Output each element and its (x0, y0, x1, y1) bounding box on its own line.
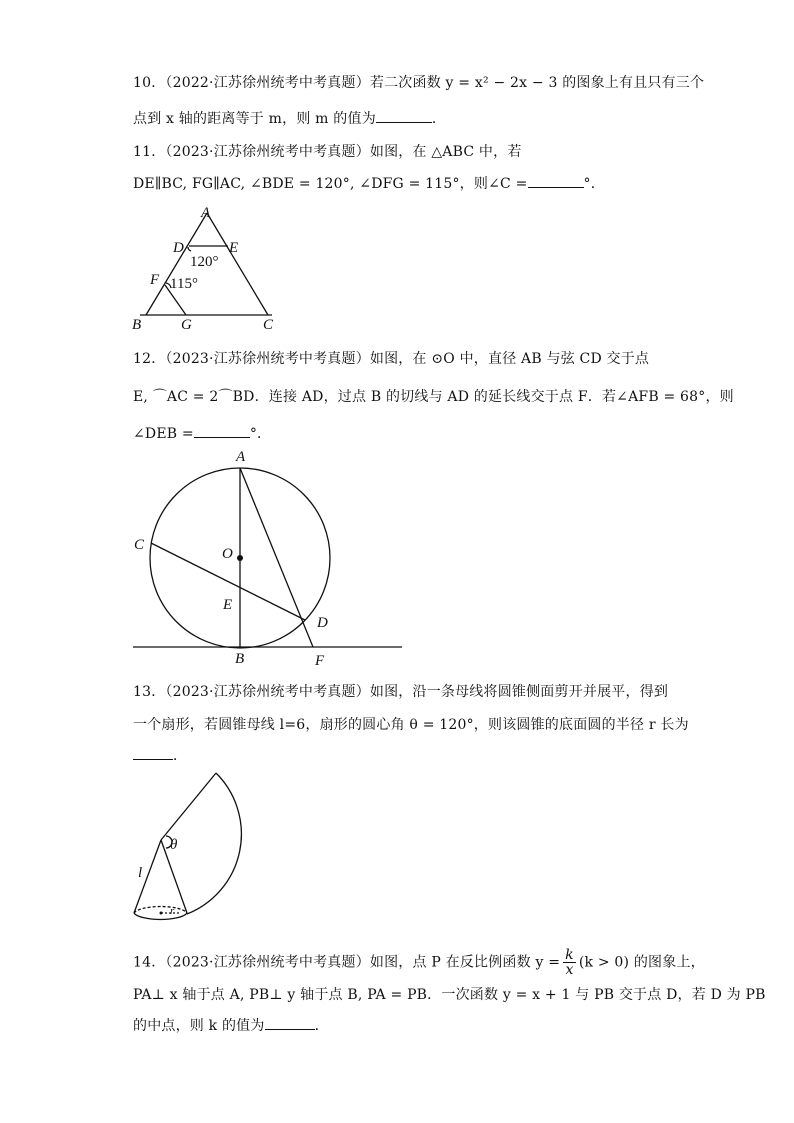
q14-line3-text: 的中点，则 k 的值为 (133, 1018, 265, 1034)
q12-label-f: F (315, 653, 325, 669)
q14-line3 (133, 1015, 329, 1035)
q13-label-theta: θ (170, 837, 178, 853)
q12-label-o: O (222, 546, 233, 562)
q14-line1-text-b: (k > 0) 的图象上， (578, 954, 705, 971)
q10-line2-text: 点到 x 轴的距离等于 m，则 m 的值为 (133, 111, 376, 127)
q13-end: ． (173, 748, 188, 764)
q13-label-r: r (170, 905, 175, 917)
q11-label-c: C (263, 317, 274, 333)
q11-angle-115: 115° (170, 276, 198, 292)
q12-label-e: E (223, 597, 233, 613)
q11-angle-120: 120° (190, 254, 219, 270)
q14-line1-text-a: 14．（2023·江苏徐州统考中考真题）如图，点 P 在反比例函数 y = (133, 954, 561, 971)
q12-end: °． (249, 426, 272, 442)
q12-label-a: A (236, 449, 246, 465)
q11-label-f: F (150, 272, 160, 288)
q13-sector-radius-1 (161, 773, 216, 840)
q14-fraction-num: k (565, 947, 574, 963)
q11-label-b: B (132, 317, 142, 333)
q11-label-a: A (201, 205, 211, 221)
q11-label-g: G (181, 317, 192, 333)
q13-line1: 13．（2023·江苏徐州统考中考真题）如图，沿一条母线将圆锥侧面剪开并展平，得到 (133, 684, 669, 700)
q12-label-d: D (317, 615, 328, 631)
q14-end: ． (314, 1018, 329, 1034)
q13-label-l: l (138, 865, 143, 881)
q12-line2: E, ⌒AC = 2⌒BD．连接 AD，过点 B 的切线与 AD 的延长线交于点 F．若∠AFB = 68°，则 (133, 389, 734, 405)
q14-answer-blank (265, 1015, 315, 1030)
q10-line1: 10．（2022·江苏徐州统考中考真题）若二次函数 y = x² − 2x − 3 的图象上有且只有三个 (133, 75, 705, 91)
q14-fraction-den: x (565, 962, 574, 978)
q10-end: ． (431, 111, 447, 127)
q14-fraction (563, 948, 576, 977)
q14-line1 (133, 948, 705, 977)
q11-line2-text: DE∥BC, FG∥AC, ∠BDE = 120°, ∠DFG = 115°，则∠C = (133, 176, 528, 192)
q11-label-e: E (229, 240, 239, 256)
q12-label-b: B (235, 651, 245, 667)
q14-line2: PA⊥ x 轴于点 A, PB⊥ y 轴于点 B, PA = PB．一次函数 y = x + 1 与 PB 交于点 D，若 D 为 PB (133, 987, 766, 1003)
q12-line3-text: ∠DEB = (133, 426, 194, 442)
q12-line1: 12．（2023·江苏徐州统考中考真题）如图，在 ⊙O 中，直径 AB 与弦 CD 交于点 (133, 351, 650, 367)
q13-line2: 一个扇形，若圆锥母线 l=6，扇形的圆心角 θ = 120°，则该圆锥的底面圆的半径 r 长为 (133, 717, 689, 733)
q11-end: °． (583, 176, 605, 192)
q13-sector-arc (187, 773, 241, 914)
q12-label-c: C (134, 537, 145, 553)
q13-base-center (160, 912, 163, 915)
q11-line1: 11．（2023·江苏徐州统考中考真题）如图，在 △ABC 中，若 (133, 144, 522, 160)
q11-label-d: D (173, 240, 184, 256)
